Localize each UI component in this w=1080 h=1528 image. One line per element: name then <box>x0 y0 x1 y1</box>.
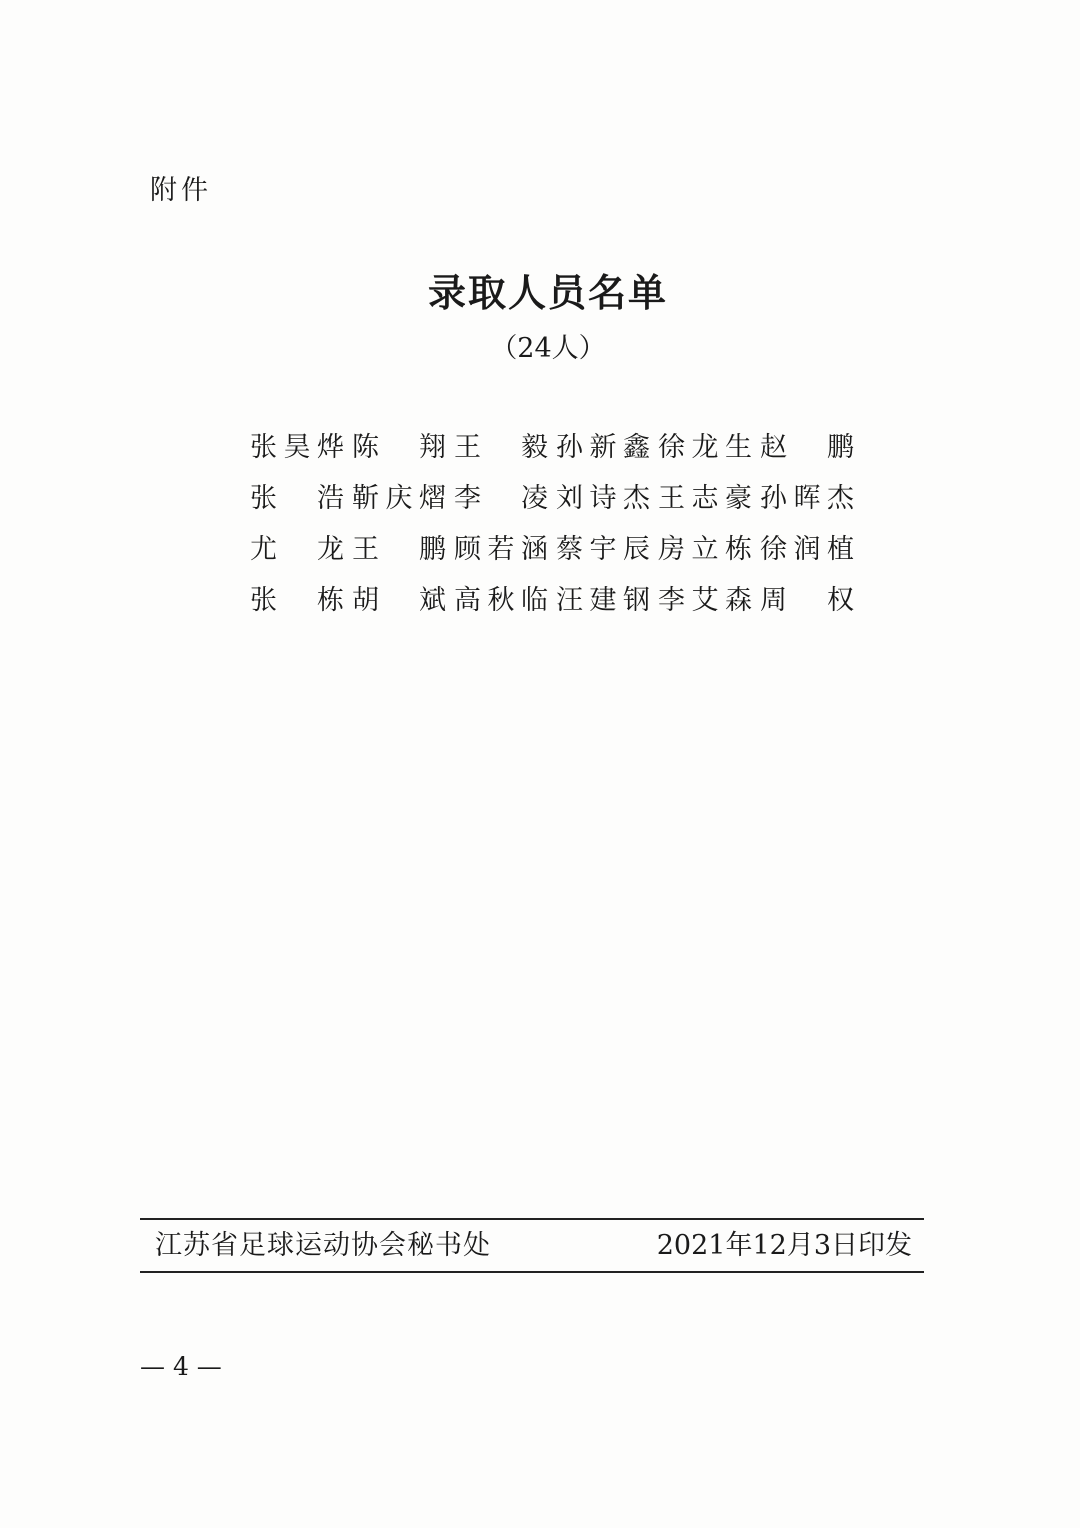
page-number: — 4 — <box>140 1352 222 1381</box>
name-entry: 汪 建 钢 <box>556 585 650 616</box>
name-entry: 王 志 豪 <box>658 483 752 514</box>
name-entry: 靳 庆 熠 <box>352 483 446 514</box>
name-entry: 高 秋 临 <box>454 585 548 616</box>
name-entry: 王 毅 <box>454 432 548 463</box>
footer-bottom-rule <box>140 1271 924 1273</box>
name-entry: 张 浩 <box>250 483 344 514</box>
name-entry: 赵 鹏 <box>760 432 854 463</box>
name-entry: 徐 龙 生 <box>658 432 752 463</box>
name-entry: 周 权 <box>760 585 854 616</box>
name-entry: 陈 翔 <box>352 432 446 463</box>
document-title: 录取人员名单 <box>427 270 668 315</box>
attachment-label: 附件 <box>150 175 212 206</box>
name-entry: 李 艾 森 <box>658 585 752 616</box>
name-entry: 张 栋 <box>250 585 344 616</box>
name-entry: 顾 若 涵 <box>454 534 548 565</box>
issuer-name: 江苏省足球运动协会秘书处 <box>155 1230 491 1261</box>
names-list <box>250 422 854 626</box>
name-entry: 王 鹏 <box>352 534 446 565</box>
name-entry: 尤 龙 <box>250 534 344 565</box>
name-entry: 刘 诗 杰 <box>556 483 650 514</box>
issue-date: 2021年12月3日印发 <box>656 1230 912 1261</box>
name-entry: 张 昊 烨 <box>250 432 344 463</box>
name-entry: 李 凌 <box>454 483 548 514</box>
name-entry: 孙 晖 杰 <box>760 483 854 514</box>
name-entry: 徐 润 植 <box>760 534 854 565</box>
admission-count: （24人） <box>490 333 606 364</box>
name-entry: 胡 斌 <box>352 585 446 616</box>
name-entry: 房 立 栋 <box>658 534 752 565</box>
name-entry: 孙 新 鑫 <box>556 432 650 463</box>
name-entry: 蔡 宇 辰 <box>556 534 650 565</box>
footer-top-rule <box>140 1218 924 1220</box>
